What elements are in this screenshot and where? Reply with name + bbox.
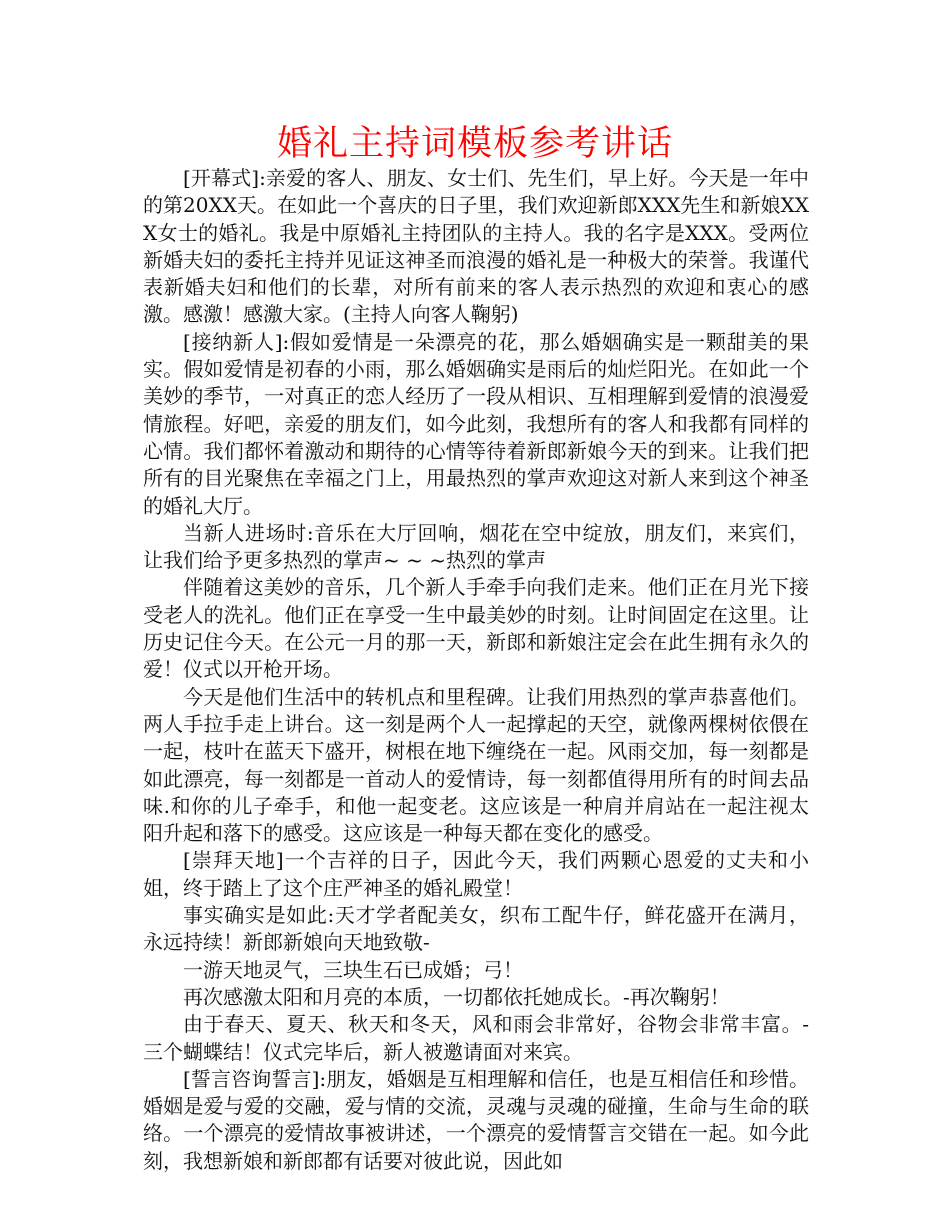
paragraph-welcome-couple: [接纳新人]:假如爱情是一朵漂亮的花，那么婚姻确实是一颗甜美的果实。假如爱情是初春的小雨，那么婚姻确实是雨后的灿烂阳光。在如此一个美妙的季节，一对真正的恋人经历了一段从相识、互相理解到爱情的浪漫爱情旅程。好吧，亲爱的朋友们，如今此刻，我想所有的客人和我都有同样的心情。我们都怀着激动和期待的心情等待着新郎新娘今天的到来。让我们把所有的目光聚焦在幸福之门上，用最热烈的掌声欢迎这对新人来到这个神圣的婚礼大厅。 bbox=[143, 329, 809, 518]
paragraph-second-bow: 再次感激太阳和月亮的本质，一切都依托她成长。-再次鞠躬！ bbox=[183, 984, 730, 1009]
paragraph-music: 伴随着这美妙的音乐，几个新人手牵手向我们走来。他们正在月光下接受老人的洗礼。他们正在享受一生中最美妙的时刻。让时间固定在这里。让历史记住今天。在公元一月的那一天，新郎和新娘注定会在此生拥有永久的爱！仪式以开枪开场。 bbox=[143, 575, 809, 682]
document-title: 婚礼主持词模板参考讲话 bbox=[276, 124, 673, 164]
document-body bbox=[143, 165, 809, 1175]
paragraph-third-bow: 由于春天、夏天、秋天和冬天，风和雨会非常好，谷物会非常丰富。-三个蝴蝶结！仪式完毕后，新人被邀请面对来宾。 bbox=[143, 1012, 809, 1064]
paragraph-first-bow: 事实确实是如此:天才学者配美女，织布工配牛仔，鲜花盛开在满月，永远持续！新郎新娘向天地致敬- bbox=[143, 903, 809, 955]
paragraph-entrance: 当新人进场时:音乐在大厅回响，烟花在空中绽放，朋友们，来宾们，让我们给予更多热烈的掌声~ ~ ~热烈的掌声 bbox=[143, 520, 809, 573]
paragraph-milestone: 今天是他们生活中的转机点和里程碑。让我们用热烈的掌声恭喜他们。两人手拉手走上讲台。这一刻是两个人一起撑起的天空，就像两棵树依偎在一起，枝叶在蓝天下盛开，树根在地下缠绕在一起。风雨交加，每一刻都是如此漂亮，每一刻都是一首动人的爱情诗，每一刻都值得用所有的时间去品味.和你的儿子牵手，和他一起变老。这应该是一种肩并肩站在一起注视太阳升起和落下的感受。这应该是一种每天都在变化的感受。 bbox=[143, 684, 809, 846]
paragraph-bow-line: 一游天地灵气，三块生石已成婚；弓！ bbox=[183, 957, 523, 982]
paragraph-worship: [崇拜天地]一个吉祥的日子，因此今天，我们两颗心恩爱的丈夫和小姐，终于踏上了这个庄严神圣的婚礼殿堂！ bbox=[143, 848, 809, 900]
paragraph-opening: [开幕式]:亲爱的客人、朋友、女士们、先生们，早上好。今天是一年中的第20XX天。在如此一个喜庆的日子里，我们欢迎新郎XXX先生和新娘XXX女士的婚礼。我是中原婚礼主持团队的主持人。我的名字是XXX。受两位新婚夫妇的委托主持并见证这神圣而浪漫的婚礼是一种极大的荣誉。我谨代表新婚夫妇和他们的长辈，对所有前来的客人表示热烈的欢迎和衷心的感激。感激！感激大家。(主持人向客人鞠躬) bbox=[143, 166, 809, 327]
paragraph-vows: [誓言咨询誓言]:朋友，婚姻是互相理解和信任，也是互相信任和珍惜。婚姻是爱与爱的交融，爱与情的交流，灵魂与灵魂的碰撞，生命与生命的联络。一个漂亮的爱情故事被讲述，一个漂亮的爱情誓言交错在一起。如今此刻，我想新娘和新郎都有话要对彼此说，因此如 bbox=[143, 1066, 809, 1173]
